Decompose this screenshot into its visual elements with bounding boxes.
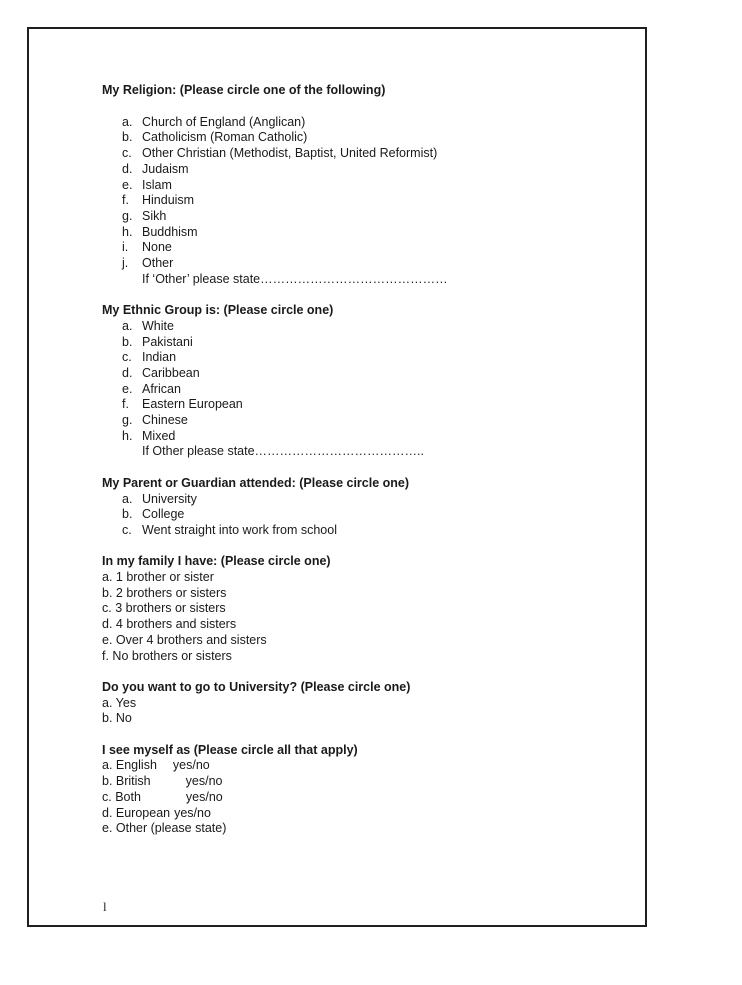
ethnic-option[interactable]: f. Eastern European <box>122 397 243 412</box>
university-options <box>102 696 625 727</box>
family-heading: In my family I have: (Please circle one) <box>102 554 331 569</box>
page-content <box>102 83 625 837</box>
ethnic-heading: My Ethnic Group is: (Please circle one) <box>102 303 334 318</box>
university-option[interactable]: a. Yes <box>102 695 137 710</box>
family-option[interactable]: f. No brothers or sisters <box>102 648 232 663</box>
parent-heading: My Parent or Guardian attended: (Please circle one) <box>102 475 410 490</box>
identity-option[interactable]: d. European yes/no <box>102 805 211 820</box>
identity-options <box>102 758 625 837</box>
religion-option[interactable]: e. Islam <box>122 177 172 192</box>
ethnic-option[interactable]: c. Indian <box>122 350 177 365</box>
religion-option[interactable]: c. Other Christian (Methodist, Baptist, United Reformist) <box>122 146 438 161</box>
yes-no-answer[interactable]: yes/no <box>185 774 223 789</box>
family-option[interactable]: a. 1 brother or sister <box>102 570 214 585</box>
ethnic-option[interactable]: h. Mixed <box>122 428 176 443</box>
family-option[interactable]: b. 2 brothers or sisters <box>102 585 227 600</box>
family-options <box>102 570 625 664</box>
ethnic-option[interactable]: b. Pakistani <box>122 334 193 349</box>
questionnaire-page <box>27 27 647 927</box>
university-option[interactable]: b. No <box>102 711 132 726</box>
ethnic-option[interactable]: a. White <box>122 318 174 333</box>
family-option[interactable]: e. Over 4 brothers and sisters <box>102 632 267 647</box>
religion-option[interactable]: f. Hinduism <box>122 193 195 208</box>
parent-option[interactable]: a. University <box>122 491 197 506</box>
religion-options <box>102 115 625 272</box>
religion-other-state-field[interactable]: If ‘Other’ please state……………………………………… <box>142 271 448 286</box>
religion-option[interactable]: a. Church of England (Anglican) <box>122 114 306 129</box>
family-option[interactable]: d. 4 brothers and sisters <box>102 617 237 632</box>
religion-option[interactable]: g. Sikh <box>122 208 167 223</box>
parent-options <box>102 492 625 539</box>
religion-option[interactable]: i. None <box>122 240 172 255</box>
identity-option[interactable]: a. English yes/no <box>102 758 210 773</box>
yes-no-answer[interactable]: yes/no <box>172 758 210 773</box>
identity-option[interactable]: c. Both yes/no <box>102 789 223 804</box>
identity-heading: I see myself as (Please circle all that apply) <box>102 742 358 757</box>
religion-heading: My Religion: (Please circle one of the following) <box>102 83 386 97</box>
parent-option[interactable]: c. Went straight into work from school <box>122 522 337 537</box>
parent-option[interactable]: b. College <box>122 507 185 522</box>
page-footer-mark: l <box>103 899 107 914</box>
university-heading: Do you want to go to University? (Please circle one) <box>102 679 411 694</box>
ethnic-other-state-field[interactable]: If Other please state………………………………….. <box>142 444 425 459</box>
religion-option[interactable]: j. Other <box>122 256 174 271</box>
identity-option[interactable]: e. Other (please state) <box>102 821 227 836</box>
identity-option[interactable]: b. British yes/no <box>102 774 223 789</box>
ethnic-option[interactable]: g. Chinese <box>122 413 188 428</box>
ethnic-options <box>102 319 625 445</box>
religion-option[interactable]: b. Catholicism (Roman Catholic) <box>122 130 308 145</box>
ethnic-option[interactable]: e. African <box>122 381 181 396</box>
family-option[interactable]: c. 3 brothers or sisters <box>102 601 226 616</box>
yes-no-answer[interactable]: yes/no <box>174 805 211 820</box>
yes-no-answer[interactable]: yes/no <box>185 789 223 804</box>
religion-option[interactable]: d. Judaism <box>122 161 189 176</box>
religion-option[interactable]: h. Buddhism <box>122 224 198 239</box>
ethnic-option[interactable]: d. Caribbean <box>122 365 200 380</box>
